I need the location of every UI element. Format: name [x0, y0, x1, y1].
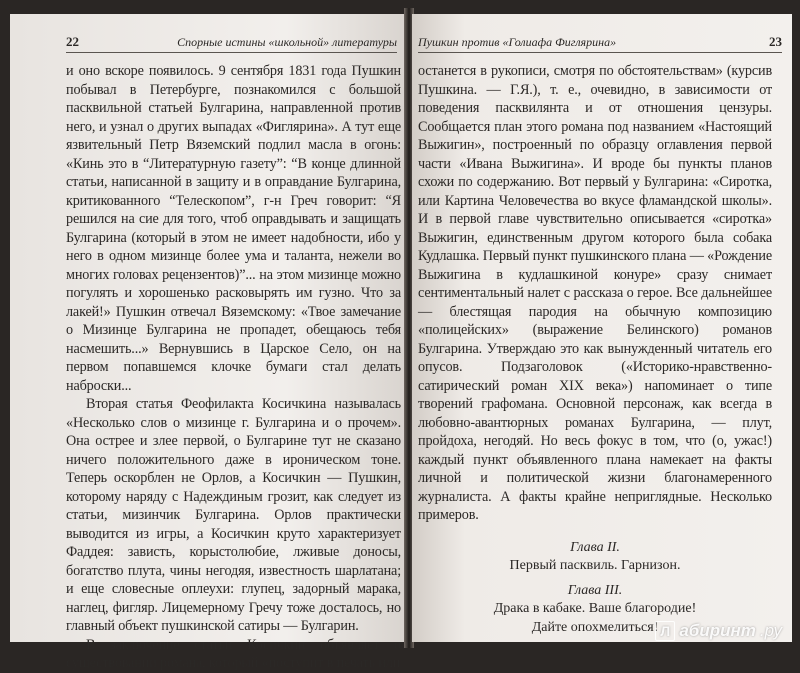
- left-running-head: [66, 34, 397, 53]
- chapter-3-title-line-1: Драка в кабаке. Ваше благородие!: [493, 601, 697, 616]
- left-running-title: Спорные истины «школьной» литературы: [177, 35, 397, 49]
- left-page-number: 22: [66, 34, 79, 49]
- left-paragraph-3: В заключение статьи Косичкин объявляет о существовании романа, который «поступит в печать или: [66, 636, 401, 671]
- left-paragraph-2: Вторая статья Феофилакта Косичкина называлась «Несколько слов о мизинце г. Булгарина и о прочем». Она острее и злее первой, о Булгарине тут не сказано ничего положительного даже в ироническом тоне. Теперь оскорблен не Орлов, а Косичкин — Пушкин, которому наряду с Надеждиным грозит, как следует из статьи, мизинчик Булгарина. Орлов практически выводится из игры, а Косичкин круто характеризует Фаддея: зависть, корыстолюбие, лживые доносы, богатство плута, чины негодяя, известность шарлатана; и еще словесные оплеухи: глупец, задорный марака, наглец, фигляр. Лицемерному Гречу тоже досталось, но главный объект пушкинской сатиры — Булгарин.: [66, 396, 401, 634]
- chapter-2-label: Глава II.: [570, 539, 620, 555]
- right-body-text: [418, 62, 772, 525]
- chapter-3-title-line-2: Дайте опохмелиться!: [531, 619, 659, 635]
- labirint-logo-icon: Л: [655, 621, 675, 641]
- labirint-watermark: [655, 621, 782, 641]
- right-running-title: Пушкин против «Голиафа Фиглярина»: [418, 35, 617, 49]
- watermark-text: абиринт: [679, 621, 756, 640]
- right-paragraph-1: останется в рукописи, смотря по обстоятельствам» (курсив Пушкина. — Г.Я.), т. е., очевидно, в зависимости от поведения пасквилянта и от отношения цензуры. Сообщается план этого романа под названием «Настоящий Выжигин», построенный по образцу оглавления первой части «Ивана Выжигина». И вроде бы пункты планов схожи по содержанию. Вот первый у Булгарина: «Сиротка, или Картина Человечества во вкусе фламандской школы». И в первой главе чувствительно описывается «сиротка» Выжигин, единственным другом которого была собака Кудлашка. Первый пункт пушкинского плана — «Рождение Выжигина в кудлашкиной конуре» сразу снимает сентиментальный налет с рассказа о герое. Все дальнейшее — блестящая пародия на обычную композицию «полицейских» (выражение Белинского) романов Булгарина. Утверждаю это как вынужденный читатель его опусов. Подзаголовок («Историко-нравственно-сатирический роман XIX века») напоминает о типе творений графомана. Основной персонаж, как всегда в любовно-авантюрных романах Булгарина, — плут, пройдоха, негодяй. Но весь фокус в том, что (о, ужас!) каждый пункт объявленного плана намекает на факты личной и политической жизни благонамеренного журналиста. А факты крайне неприглядные. Несколько примеров.: [418, 63, 772, 523]
- right-page-number: 23: [769, 34, 782, 49]
- right-page: [412, 14, 792, 642]
- left-body-text: [66, 62, 401, 673]
- watermark-domain: .ру: [759, 621, 782, 640]
- left-page: [10, 14, 405, 671]
- right-running-head: [418, 34, 782, 53]
- chapter-3-label: Глава III.: [567, 582, 623, 598]
- left-paragraph-1: и оно вскоре появилось. 9 сентября 1831 года Пушкин побывал в Петербурге, познакомился с большой пасквильной статьей Булгарина, направленной против него, и узнал о других выпадах «Фиглярина». А тут еще язвительный Петр Вяземский подлил масла в огонь: «Кинь это в “Литературную газету”: “В конце длинной статьи, написанной в защиту и в оправдание Булгарина, критикованного “Телескопом”, г-н Греч говорит: “Я решился на сие для того, чтоб оправдывать и защищать Булгарина (который в этом не имеет надобности, ибо у него в одном мизинце более ума и таланта, нежели во многих головах рецензентов)”... на этом мизинце можно погулять и хорошенько расковырять им гузно. Что за лакей!» Пушкин отвечал Вяземскому: «Твое замечание о Мизинце Булгарина не пропадет, обещаюсь тебя насмешить...» Вернувшись в Царское Село, он на первом попавшемся клочке бумаги стал делать наброски...: [66, 63, 401, 394]
- chapter-2-title: Первый пасквиль. Гарнизон.: [509, 558, 681, 573]
